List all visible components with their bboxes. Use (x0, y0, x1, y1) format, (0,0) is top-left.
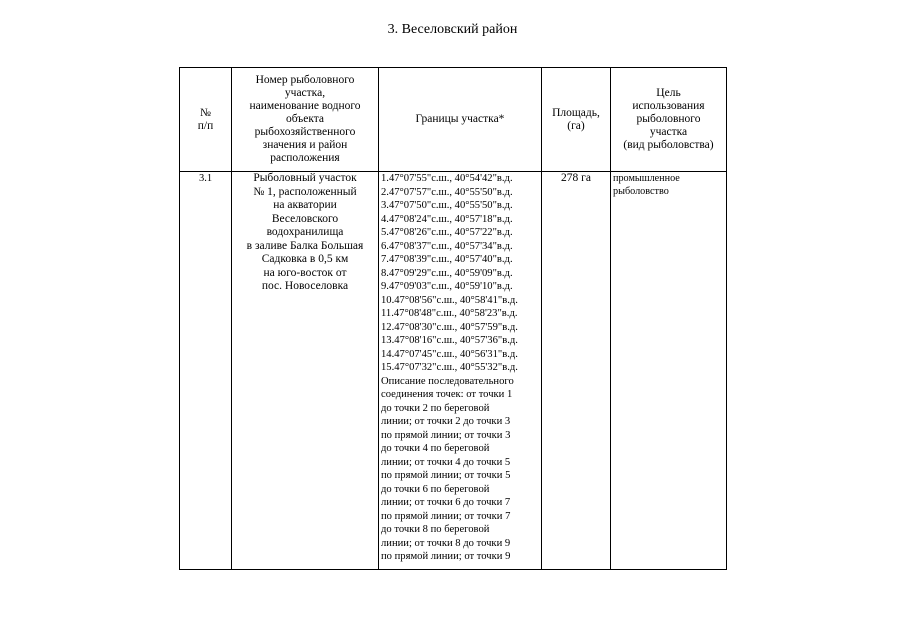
text-line: Садковка в 0,5 км (261, 253, 349, 265)
text-line: в заливе Балка Большая (246, 239, 364, 252)
text-line: 10.47°08'56"с.ш., 40°58'41"в.д. (381, 294, 518, 306)
header-area-size (542, 68, 611, 172)
text-line: на акватории (273, 199, 337, 211)
text-line: по прямой линии; от точки 3 (381, 429, 511, 441)
text-line: (вид рыболовства) (623, 138, 714, 151)
text-line: промышленное (613, 173, 680, 184)
text-line: 7.47°08'39"с.ш., 40°57'40"в.д. (381, 254, 513, 265)
text-line: до точки 6 по береговой (381, 483, 490, 495)
text-line: рыболовного (636, 113, 701, 126)
text-line: линии; от точки 4 до точки 5 (381, 456, 511, 468)
text-line: на юго-восток от (263, 266, 347, 279)
table-row (180, 172, 727, 570)
text-line: п/п (197, 119, 214, 132)
text-line: расположения (270, 151, 340, 164)
header-area-name (232, 68, 379, 172)
row-number: 3.1 (180, 172, 232, 570)
text-line: по прямой линии; от точки 5 (381, 470, 511, 481)
text-line: Цель (656, 87, 681, 100)
fishing-areas-table (179, 67, 727, 570)
text-line: 9.47°09'03"с.ш., 40°59'10"в.д. (381, 281, 513, 292)
text-line: № 1, расположенный (253, 185, 357, 198)
row-area-name (232, 172, 379, 570)
text-line: линии; от точки 6 до точки 7 (381, 497, 511, 508)
text-line: 2.47°07'57"с.ш., 40°55'50"в.д. (381, 186, 513, 198)
text-line: до точки 4 по береговой (381, 443, 490, 454)
text-line: до точки 8 по береговой (381, 524, 490, 535)
text-line: 15.47°07'32"с.ш., 40°55'32"в.д. (381, 362, 518, 373)
text-line: 5.47°08'26"с.ш., 40°57'22"в.д. (381, 227, 513, 238)
text-line: Описание последовательного (381, 375, 514, 387)
text-line: 3.47°07'50"с.ш., 40°55'50"в.д. (381, 200, 513, 211)
text-line: линии; от точки 8 до точки 9 (381, 537, 511, 549)
text-line: линии; от точки 2 до точки 3 (381, 416, 511, 427)
text-line: водохранилища (266, 226, 344, 238)
text-line: соединения точек: от точки 1 (381, 389, 513, 400)
text-line: Номер рыболовного (255, 74, 355, 87)
text-line: пос. Новоселовка (261, 280, 349, 292)
text-line: 6.47°08'37"с.ш., 40°57'34"в.д. (381, 240, 513, 252)
text-line: наименование водного (249, 100, 361, 113)
row-area-size: 278 га (542, 172, 611, 570)
text-line: объекта (285, 113, 325, 126)
header-purpose (611, 68, 727, 172)
text-line: значения и район (262, 138, 348, 151)
header-boundaries (379, 68, 542, 172)
text-line: Площадь, (552, 106, 600, 119)
text-line: 1.47°07'55"с.ш., 40°54'42"в.д. (381, 173, 513, 184)
text-line: рыболовство (613, 186, 669, 198)
text-line: по прямой линии; от точки 7 (381, 510, 511, 522)
table-header-row (180, 68, 727, 172)
text-line: рыбохозяйственного (254, 125, 356, 138)
text-line: (га) (567, 119, 585, 132)
text-line: 14.47°07'45"с.ш., 40°56'31"в.д. (381, 348, 518, 360)
text-line: 4.47°08'24"с.ш., 40°57'18"в.д. (381, 213, 513, 225)
text-line: использования (632, 100, 705, 113)
text-line: по прямой линии; от точки 9 (381, 551, 511, 562)
text-line: Веселовского (271, 212, 339, 225)
text-line: № (200, 106, 211, 119)
text-line: участка (649, 125, 688, 138)
section-title: 3. Веселовский район (387, 22, 518, 37)
text-line: 12.47°08'30"с.ш., 40°57'59"в.д. (381, 321, 518, 333)
row-purpose (611, 172, 727, 570)
text-line: Рыболовный участок (253, 172, 357, 184)
text-line: 13.47°08'16"с.ш., 40°57'36"в.д. (381, 335, 518, 346)
header-number (180, 68, 232, 172)
text-line: 11.47°08'48"с.ш., 40°58'23"в.д. (381, 308, 518, 319)
text-line: участка, (284, 87, 326, 100)
row-boundaries (379, 172, 542, 570)
text-line: Границы участка* (415, 113, 505, 126)
text-line: до точки 2 по береговой (381, 402, 490, 414)
text-line: 8.47°09'29"с.ш., 40°59'09"в.д. (381, 267, 513, 279)
